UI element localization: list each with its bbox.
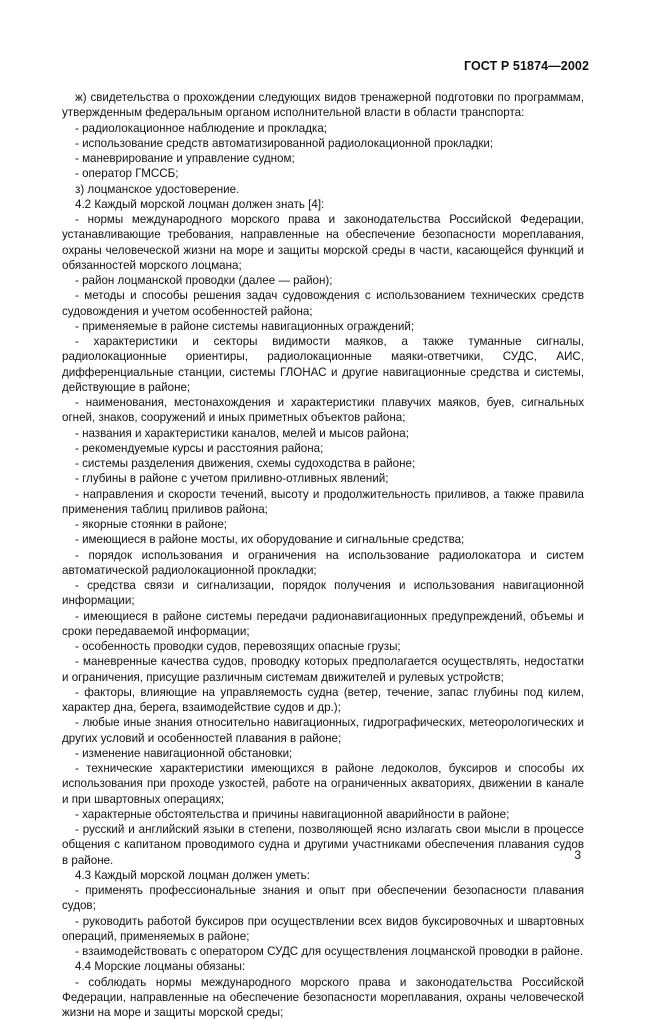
list-item: - особенность проводки судов, перевозящих опасные грузы; [62, 639, 584, 654]
list-item: - оператор ГМССБ; [62, 166, 584, 181]
list-item: - глубины в районе с учетом приливно-отливных явлений; [62, 471, 584, 486]
list-item: - системы разделения движения, схемы судоходства в районе; [62, 456, 584, 471]
document-body [62, 90, 584, 1020]
list-item: - использование средств автоматизированной радиолокационной прокладки; [62, 136, 584, 151]
list-item: - средства связи и сигнализации, порядок получения и использования навигационной информации; [62, 578, 584, 609]
section-heading: 4.2 Каждый морской лоцман должен знать [4]: [62, 197, 584, 212]
list-item: - любые иные знания относительно навигационных, гидрографических, метеорологических и других условий и особенностей плавания в районе; [62, 715, 584, 746]
list-item: - направления и скорости течений, высоту и продолжительность приливов, а также правила применения таблиц приливов района; [62, 487, 584, 518]
list-item: - применяемые в районе системы навигационных ограждений; [62, 319, 584, 334]
list-item: - технические характеристики имеющихся в районе ледоколов, буксиров и способы их использования при проходе узкостей, работе на ограниченных акваториях, движении в канале и при швартовных операциях; [62, 761, 584, 807]
list-item: - район лоцманской проводки (далее — район); [62, 273, 584, 288]
list-item: - имеющиеся в районе мосты, их оборудование и сигнальные средства; [62, 532, 584, 547]
list-item: - рекомендуемые курсы и расстояния района; [62, 441, 584, 456]
list-item: - названия и характеристики каналов, мелей и мысов района; [62, 426, 584, 441]
list-item: - нормы международного морского права и законодательства Российской Федерации, устанавливающие требования, направленные на обеспечение безопасности мореплавания, охраны человеческой жизни на море и защиты морской среды в части, касающейся функций и обязанностей морского лоцмана; [62, 212, 584, 273]
paragraph: ж) свидетельства о прохождении следующих видов тренажерной подготовки по программам, утвержденным федеральным органом исполнительной власти в области транспорта: [62, 90, 584, 121]
list-item: - маневренные качества судов, проводку которых предполагается осуществлять, недостатки и ограничения, присущие различным системам движителей и рулевых устройств; [62, 654, 584, 685]
list-item: - якорные стоянки в районе; [62, 517, 584, 532]
list-item: - характерные обстоятельства и причины навигационной аварийности в районе; [62, 807, 584, 822]
list-item: - порядок использования и ограничения на использование радиолокатора и систем автоматической радиолокационной прокладки; [62, 548, 584, 579]
standard-header: ГОСТ Р 51874—2002 [464, 59, 589, 73]
list-item: - методы и способы решения задач судовождения с использованием технических средств судовождения и учетом особенностей района; [62, 288, 584, 319]
list-item: - соблюдать нормы международного морского права и законодательства Российской Федерации, направленные на обеспечение безопасности мореплавания, охраны человеческой жизни на море и защиты морской среды; [62, 975, 584, 1020]
list-item: - руководить работой буксиров при осуществлении всех видов буксировочных и швартовных операций, применяемых в районе; [62, 914, 584, 945]
paragraph: з) лоцманское удостоверение. [62, 182, 584, 197]
list-item: - маневрирование и управление судном; [62, 151, 584, 166]
page-number: 3 [574, 848, 581, 862]
section-heading: 4.4 Морские лоцманы обязаны: [62, 959, 584, 974]
section-heading: 4.3 Каждый морской лоцман должен уметь: [62, 868, 584, 883]
list-item: - факторы, влияющие на управляемость судна (ветер, течение, запас глубины под килем, характер дна, берега, взаимодействие судов и др.); [62, 685, 584, 716]
list-item: - радиолокационное наблюдение и прокладка; [62, 121, 584, 136]
list-item: - наименования, местонахождения и характеристики плавучих маяков, буев, сигнальных огней, знаков, сооружений и иных приметных объектов района; [62, 395, 584, 426]
list-item: - характеристики и секторы видимости маяков, а также туманные сигналы, радиолокационные ориентиры, радиолокационные маяки-ответчики, СУДС, АИС, дифференциальные станции, системы ГЛОНАС и другие навигационные средства и системы, действующие в районе; [62, 334, 584, 395]
list-item: - русский и английский языки в степени, позволяющей ясно излагать свои мысли в процессе общения с капитаном проводимого судна и другими участниками обеспечения плавания судов в районе. [62, 822, 584, 868]
list-item: - изменение навигационной обстановки; [62, 746, 584, 761]
list-item: - применять профессиональные знания и опыт при обеспечении безопасности плавания судов; [62, 883, 584, 914]
list-item: - имеющиеся в районе системы передачи радионавигационных предупреждений, объемы и сроки передаваемой информации; [62, 609, 584, 640]
list-item: - взаимодействовать с оператором СУДС для осуществления лоцманской проводки в районе. [62, 944, 584, 959]
